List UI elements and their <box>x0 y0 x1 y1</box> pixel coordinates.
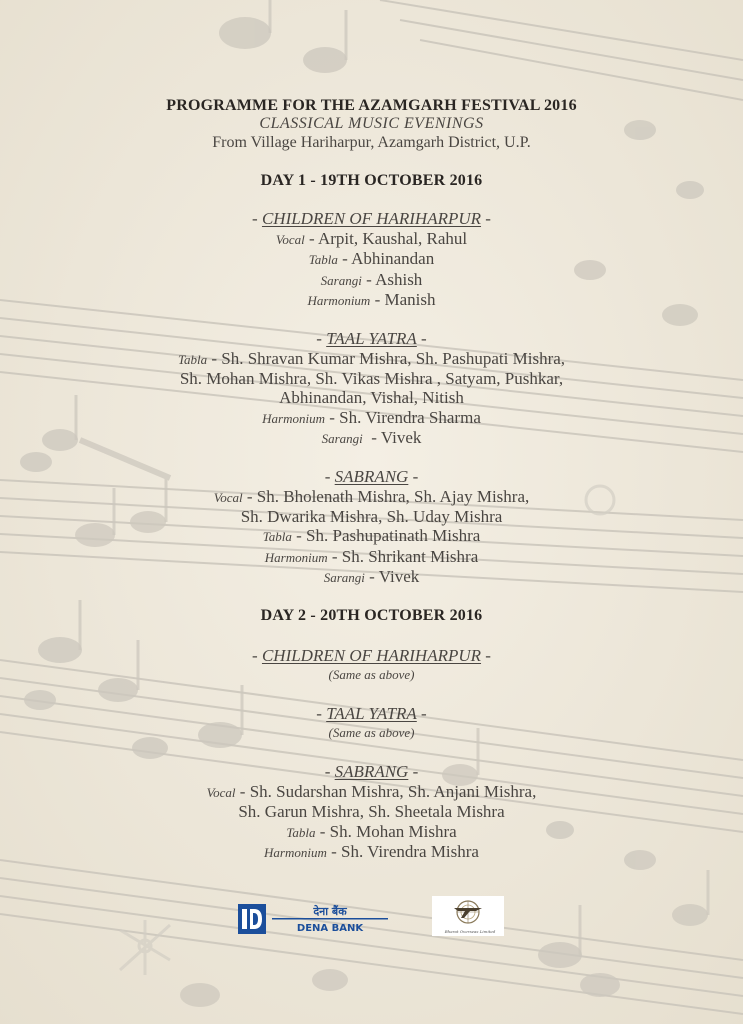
day2-taal-heading <box>0 704 743 724</box>
performer-row <box>0 270 743 290</box>
performer-names: Vivek <box>380 428 422 448</box>
dash: - <box>416 703 427 723</box>
performer-names: Sh. Mohan Mishra <box>329 821 457 841</box>
performer-names: Sh. Virendra Mishra <box>341 841 479 861</box>
dash: - <box>481 645 491 665</box>
performer-names: - Sh. Sudarshan Mishra, Sh. Anjani Mishra, <box>235 781 537 801</box>
programme-content <box>0 96 743 862</box>
dash: - <box>324 761 335 781</box>
dena-bank-english-text: DENA BANK <box>296 923 364 934</box>
separator: - <box>324 407 340 427</box>
instrument-label: Sarangi <box>321 431 363 447</box>
day2-sabrang-heading <box>0 762 743 782</box>
performer-names: - Sh. Bholenath Mishra, Sh. Ajay Mishra, <box>242 486 530 506</box>
performer-row <box>0 408 743 428</box>
separator: - <box>362 428 381 448</box>
separator: - <box>337 249 352 269</box>
instrument-label: Harmonium <box>264 549 328 565</box>
separator: - <box>326 841 342 861</box>
sponsor-logos <box>0 896 743 940</box>
instrument-label: Tabla <box>286 824 316 840</box>
performer-names-continued: Sh. Mohan Mishra, Sh. Vikas Mishra , Satyam, Pushkar, <box>179 369 564 389</box>
separator: - <box>304 229 318 248</box>
dash: - <box>316 703 327 723</box>
performer-names: Abhinandan <box>351 249 435 269</box>
performer-row <box>0 428 743 448</box>
performer-row <box>0 842 743 862</box>
performer-names: Sh. Shrikant Mishra <box>341 546 479 566</box>
dena-bank-hindi-text: देना बैंक <box>313 905 347 918</box>
dash: - <box>324 466 335 486</box>
dena-bank-logo <box>238 904 390 934</box>
section-name: CHILDREN OF HARIHARPUR <box>261 645 482 665</box>
section-name: SABRANG <box>334 466 409 486</box>
performer-names: Sh. Virendra Sharma <box>339 407 481 427</box>
programme-location: From Village Hariharpur, Azamgarh District, U.P. <box>212 134 531 151</box>
section-name: TAAL YATRA <box>326 703 417 723</box>
dash: - <box>408 761 419 781</box>
instrument-label: Harmonium <box>264 844 327 860</box>
day1-sabrang-heading <box>0 467 743 487</box>
instrument-label: Tabla <box>262 529 292 545</box>
instrument-label: Sarangi <box>323 570 365 586</box>
programme-subtitle: CLASSICAL MUSIC EVENINGS <box>259 115 484 132</box>
partner-name: Bharat Overseas Limited <box>444 929 496 934</box>
instrument-label: Vocal <box>206 784 236 800</box>
dash: - <box>316 328 327 348</box>
performer-row <box>0 349 743 369</box>
performer-row <box>0 290 743 310</box>
dash: - <box>481 209 491 228</box>
dash: - <box>416 328 427 348</box>
performer-names: Vivek <box>378 567 420 587</box>
separator: - <box>327 546 342 566</box>
performer-row <box>0 822 743 842</box>
dash: - <box>252 645 262 665</box>
instrument-label: Vocal <box>213 489 243 505</box>
performer-names: Manish <box>384 290 436 310</box>
partner-logo <box>432 896 504 936</box>
performer-row <box>0 487 743 507</box>
instrument-label: Harmonium <box>307 293 371 309</box>
separator: - <box>291 526 307 546</box>
performer-names: Arpit, Kaushal, Rahul <box>317 229 468 248</box>
separator: - <box>315 821 330 841</box>
performer-names-continued: Sh. Garun Mishra, Sh. Sheetala Mishra <box>238 802 505 822</box>
instrument-label: Tabla <box>308 252 338 268</box>
performer-row <box>0 547 743 567</box>
performer-row <box>0 249 743 269</box>
instrument-label: Sarangi <box>320 272 362 288</box>
performer-names: - Sh. Shravan Kumar Mishra, Sh. Pashupati Mishra, <box>207 348 566 368</box>
performer-row <box>0 782 743 802</box>
same-as-above-note: (Same as above) <box>328 666 415 682</box>
instrument-label: Tabla <box>177 351 208 367</box>
day2-children-heading <box>0 646 743 666</box>
performer-names-continued: Abhinandan, Vishal, Nitish <box>279 388 464 408</box>
dash: - <box>252 209 262 228</box>
day2-heading: DAY 2 - 20TH OCTOBER 2016 <box>260 606 483 624</box>
day1-taal-heading <box>0 329 743 349</box>
performer-names: Sh. Pashupatinath Mishra <box>306 526 481 546</box>
separator: - <box>361 269 376 289</box>
performer-row <box>0 526 743 546</box>
dash: - <box>408 466 419 486</box>
performer-row <box>0 567 743 587</box>
same-as-above-note: (Same as above) <box>328 724 415 740</box>
instrument-label: Harmonium <box>262 410 325 426</box>
performer-names: Ashish <box>375 269 423 289</box>
performer-names-continued: Sh. Dwarika Mishra, Sh. Uday Mishra <box>240 507 503 527</box>
section-name: CHILDREN OF HARIHARPUR <box>261 209 482 228</box>
programme-title: PROGRAMME FOR THE AZAMGARH FESTIVAL 2016 <box>166 97 577 114</box>
separator: - <box>364 567 379 587</box>
day1-children-heading <box>0 209 743 229</box>
section-name: SABRANG <box>334 761 409 781</box>
separator: - <box>370 290 385 310</box>
day1-heading: DAY 1 - 19TH OCTOBER 2016 <box>260 172 483 189</box>
section-name: TAAL YATRA <box>326 328 417 348</box>
instrument-label: Vocal <box>275 232 305 247</box>
performer-row <box>0 229 743 249</box>
